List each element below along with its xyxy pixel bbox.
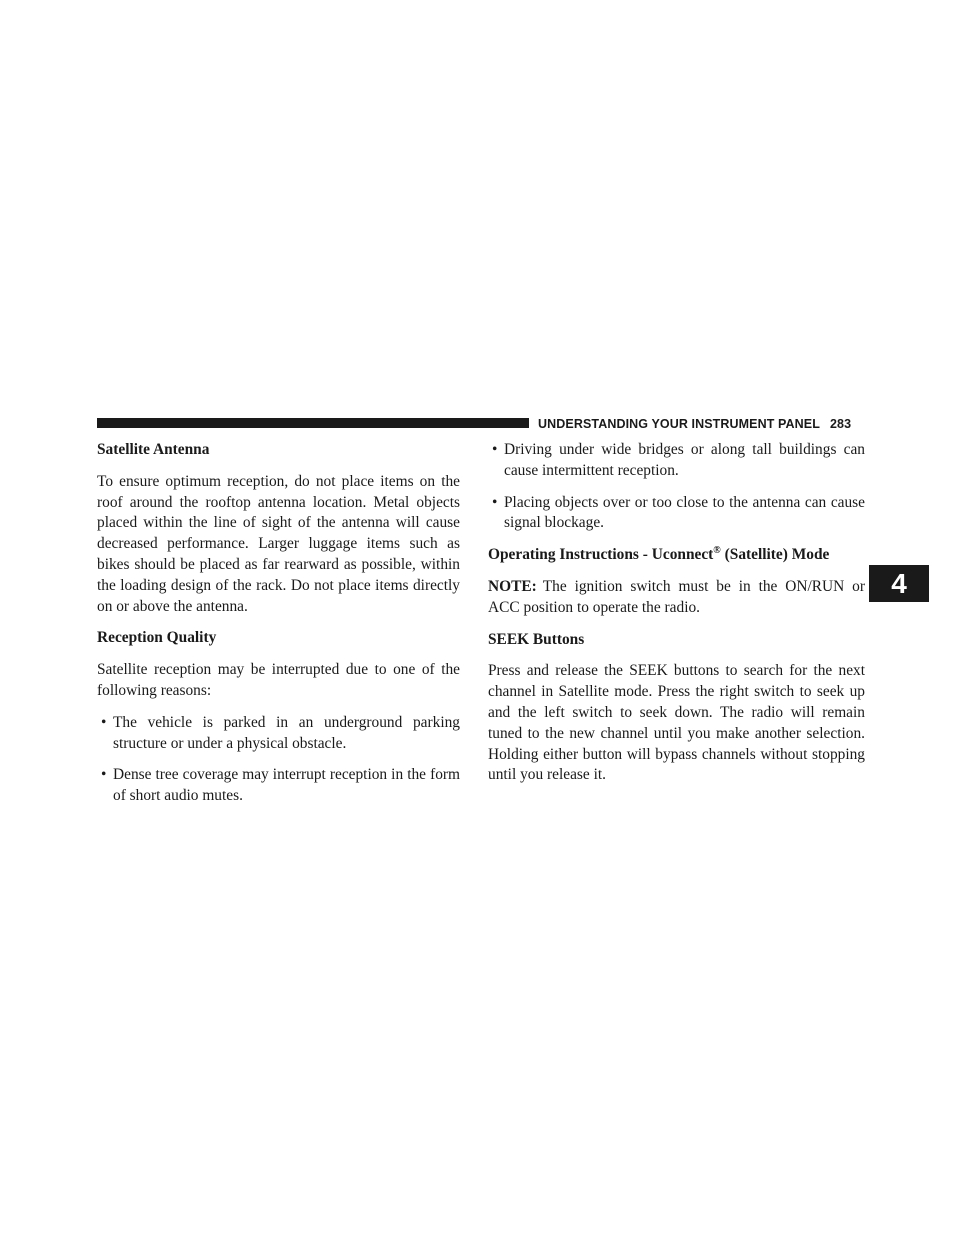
operating-heading-part1: Operating Instructions - Uconnect [488, 546, 714, 564]
note-label: NOTE: [488, 577, 537, 595]
running-header [538, 416, 866, 432]
right-column [488, 440, 865, 797]
note-text: The ignition switch must be in the ON/RUN or ACC position to operate the radio. [488, 577, 865, 616]
list-item-text: Dense tree coverage may interrupt reception in the form of short audio mutes. [113, 766, 460, 805]
list-item-text: Driving under wide bridges or along tall buildings can cause intermittent reception. [504, 441, 865, 479]
operating-instructions-heading [488, 545, 865, 566]
list-item-text: Placing objects over or too close to the antenna can cause signal blockage. [504, 493, 865, 532]
seek-buttons-paragraph: Press and release the SEEK buttons to search for the next channel in Satellite mode. Press the right switch to seek up and the left switch to seek down. The radio will remain tuned to the new channel until you make another selection. Holding either button will bypass channels without stopping until you release it. [488, 662, 865, 784]
reception-quality-heading: Reception Quality [97, 629, 217, 647]
registered-mark: ® [713, 545, 721, 557]
satellite-antenna-paragraph: To ensure optimum reception, do not place items on the roof around the rooftop antenna location. Metal objects placed within the line of sight of the antenna will cause decreased performance. Larger luggage items such as bikes should be placed as far rearward as possible, within the loading design of the rack. Do not place items directly on or above the antenna. [97, 472, 460, 615]
list-item [488, 440, 865, 482]
satellite-antenna-heading: Satellite Antenna [97, 441, 210, 458]
bullet-icon: • [492, 441, 498, 458]
bullet-icon: • [101, 766, 107, 784]
section-title: UNDERSTANDING YOUR INSTRUMENT PANEL [538, 417, 820, 431]
list-item [488, 493, 865, 535]
list-item [97, 713, 460, 755]
reception-quality-paragraph: Satellite reception may be interrupted due to one of the following reasons: [97, 661, 460, 699]
chapter-tab: 4 [869, 565, 929, 602]
bullet-icon: • [101, 713, 107, 731]
list-item-text: The vehicle is parked in an underground parking structure or under a physical obstacle. [113, 713, 460, 752]
operating-heading-part2: (Satellite) Mode [720, 546, 830, 564]
page-number: 283 [829, 417, 852, 431]
note-paragraph [488, 577, 865, 619]
header-rule [97, 418, 529, 428]
bullet-icon: • [492, 493, 498, 511]
list-item [97, 765, 460, 807]
seek-buttons-heading: SEEK Buttons [488, 630, 585, 648]
left-column [97, 440, 460, 818]
